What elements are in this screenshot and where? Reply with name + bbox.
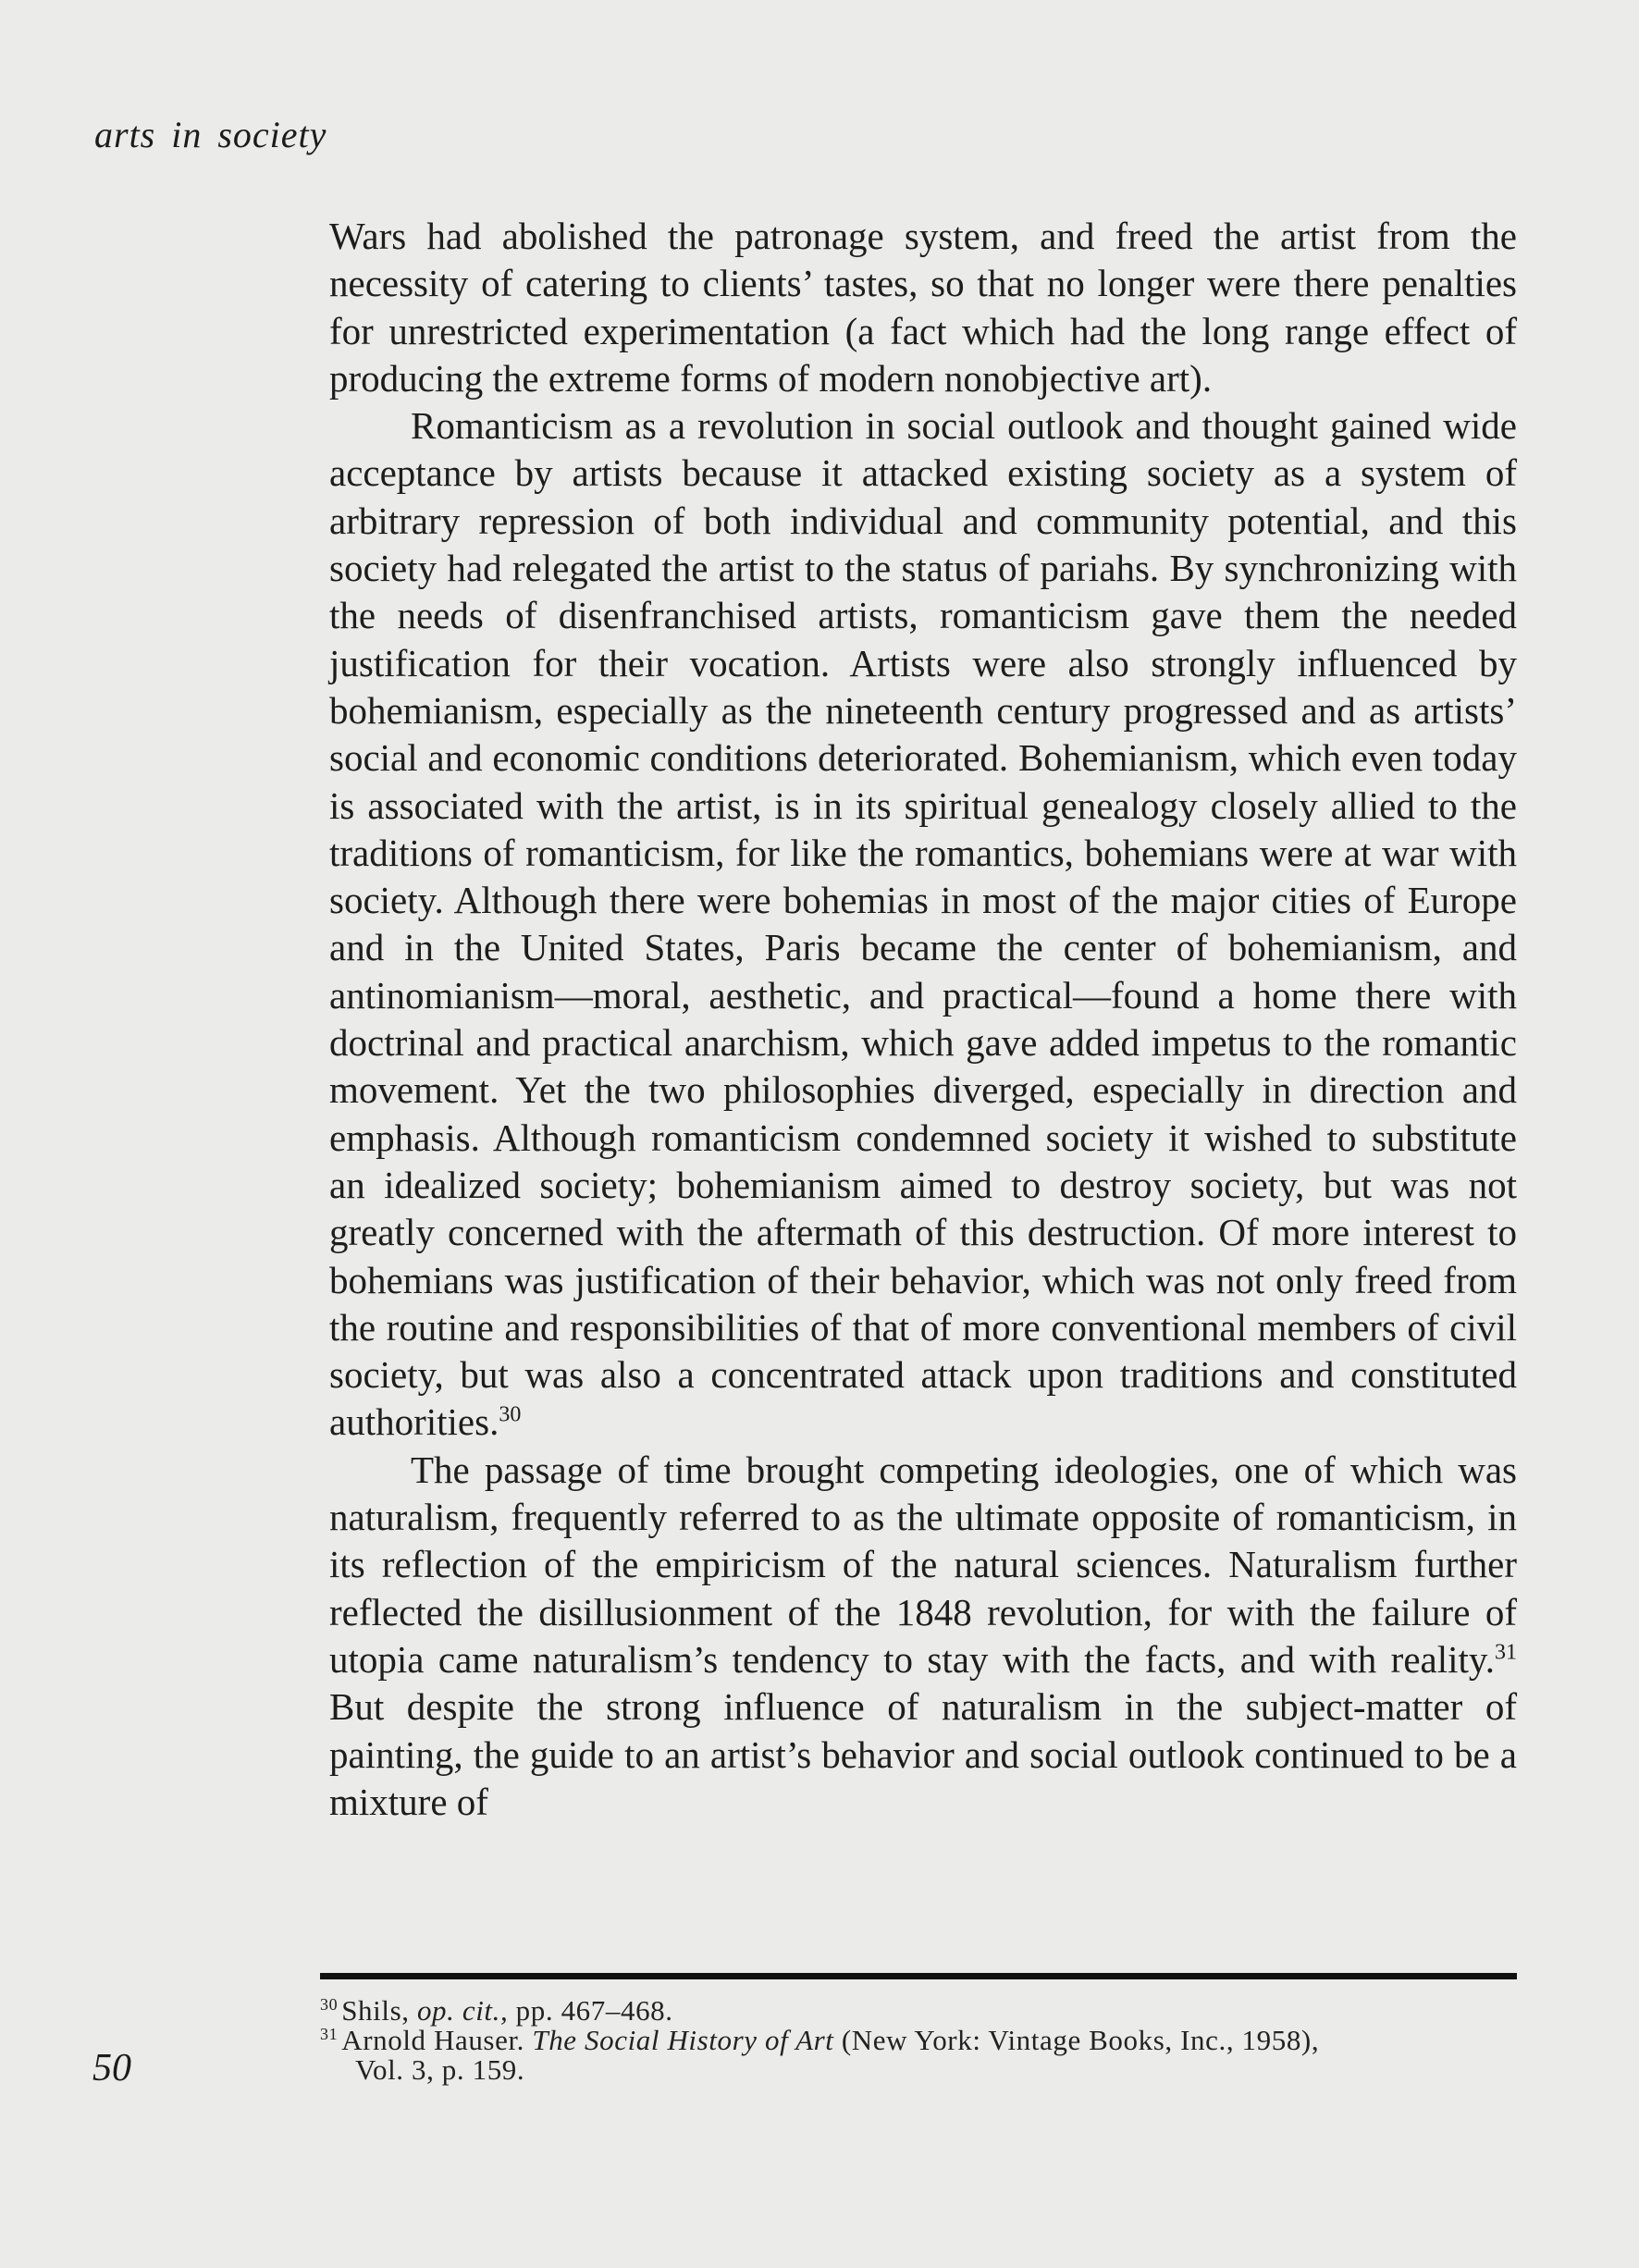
page-number: 50 xyxy=(92,2047,131,2089)
footnote-italic: op. cit., xyxy=(416,1994,509,2027)
footnote-italic: The Social History of Art xyxy=(532,2024,834,2056)
paragraph: Wars had abolished the patronage system, and freed the artist from the necessity of catering to clients’ tastes, so that no longer were there penalties for unrestricted experimentation (a fact which had the long range effect of producing the extreme forms of modern nonobjective art). xyxy=(329,215,1517,400)
paragraph-text: Romanticism as a revolution in social outlook and thought gained wide acceptance by artists because it attacked existing society as a system of arbitrary repression of both individual and community potential, and this society had relegated the artist to the status of pariahs. By synchronizing with the needs of disenfranchised artists, romanticism gave them the needed justification for their vocation. Artists were also strongly influenced by bohemianism, especially as the nineteenth century progressed and as artists’ social and economic conditions deteriorated. Bohemianism, which even today is associated with the artist, is in its spiritual genealogy closely allied to the traditions of romanticism, for like the romantics, bohemians were at war with society. Although there were bohemias in most of the major cities of Europe and in the United States, Paris became the center of bohemianism, and antinomianism—moral, aesthetic, and practical—found a home there with doctrinal and practical anarchism, which gave added impetus to the romantic movement. Yet the two philosophies diverged, especially in direction and emphasis. Although romanticism condemned society it wished to substitute an idealized society; bohemianism aimed to destroy society, but was not greatly concerned with the aftermath of this destruction. Of more interest to bohemians was justification of their behavior, which was not only freed from the routine and responsibilities of that of more conventional members of civil society, but was also a concentrated attack upon traditions and constituted authorities. xyxy=(329,404,1517,1444)
running-head: arts in society xyxy=(94,114,327,155)
footnote-ref[interactable]: 30 xyxy=(499,1402,522,1427)
footnote-ref[interactable]: 31 xyxy=(1495,1640,1517,1665)
paragraph-text: But despite the strong influence of naturalism in the subject-matter of painting, the guide to an artist’s behavior and social outlook continued to be a mixture of xyxy=(329,1685,1517,1823)
paragraph xyxy=(329,1447,1517,1826)
footnote-continuation: Vol. 3, p. 159. xyxy=(355,2053,525,2086)
footnotes xyxy=(320,1996,1517,2085)
footnote-text: pp. 467–468. xyxy=(508,1994,673,2027)
paragraph xyxy=(329,402,1517,1447)
footnote xyxy=(320,2026,1517,2055)
footnote xyxy=(320,1996,1517,2026)
footnote-number: 31 xyxy=(320,2024,339,2043)
footnote-text: Shils, xyxy=(341,1994,417,2027)
body-text xyxy=(329,213,1517,1826)
paragraph-text: The passage of time brought competing ideologies, one of which was naturalism, frequently referred to as the ultimate opposite of romanticism, in its reflection of the empiricism of the natural sciences. Naturalism further reflected the disillusionment of the 1848 revolution, for with the failure of utopia came naturalism’s tendency to stay with the facts, and with reality. xyxy=(329,1448,1517,1681)
footnote-text: Arnold Hauser. xyxy=(341,2024,533,2056)
footnote-number: 30 xyxy=(320,1994,339,2014)
footnote-text: (New York: Vintage Books, Inc., 1958), xyxy=(833,2024,1320,2056)
footnote-divider xyxy=(320,1973,1517,1979)
